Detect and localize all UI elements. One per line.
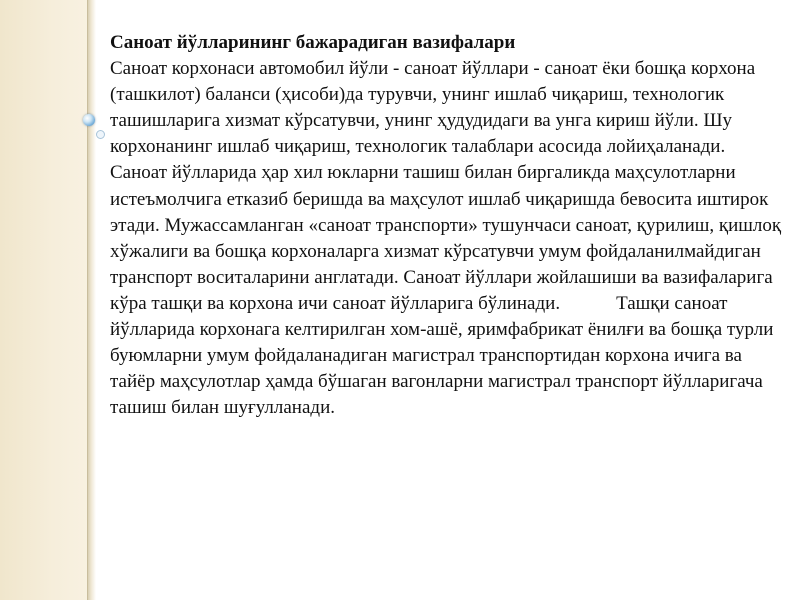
paragraph-2 bbox=[110, 160, 782, 421]
text-content bbox=[110, 30, 782, 421]
panel-divider-shadow bbox=[88, 0, 96, 600]
blue-bead-icon bbox=[83, 114, 95, 126]
slide-title: Саноат йўлларининг бажарадиган вазифалари bbox=[110, 32, 516, 53]
paragraph-2-part-1: Саноат йўлларида ҳар хил юкларни ташиш билан биргаликда маҳсулотларни истеъмолчига етказиб беришда ва маҳсулот ишлаб чиқаришда бевосита иштирок этади. Мужассамланган «саноат транспорти» тушунчаси саноат, қурилиш, қишлоқ хўжалиги ва бошқа корхоналарга хизмат кўрсатувчи умум фойдаланилмайдиган транспорт воситаларини англатади. Саноат йўллари жойлашиши ва вазифаларига кўра ташқи ва корхона ичи саноат йўлларига бўлинади. bbox=[110, 162, 782, 314]
left-decorative-panel bbox=[0, 0, 88, 600]
paragraph-1: Саноат корхонаси автомобил йўли - саноат йўллари - саноат ёки бошқа корхона (ташкилот) баланси (ҳисоби)да турувчи, унинг ишлаб чиқариш, технологик ташишларига хизмат кўрсатувчи, унинг ҳудудидаги ва унга кириш йўли. Шу корхонанинг ишлаб чиқариш, технологик талаблари асосида лойиҳаланади. bbox=[110, 58, 756, 158]
small-bead-icon bbox=[96, 130, 105, 139]
paragraph-2-part-2: Ташқи саноат йўлларида корхонага келтирилган хом-ашё, яримфабрикат ёнилғи ва бошқа турли буюмларни умум фойдаланадиган магистрал транспортидан корхона ичига ва тайёр маҳсулотлар ҳамда бўшаган вагонларни магистрал транспорт йўлларигача ташиш билан шуғулланади. bbox=[110, 292, 774, 419]
